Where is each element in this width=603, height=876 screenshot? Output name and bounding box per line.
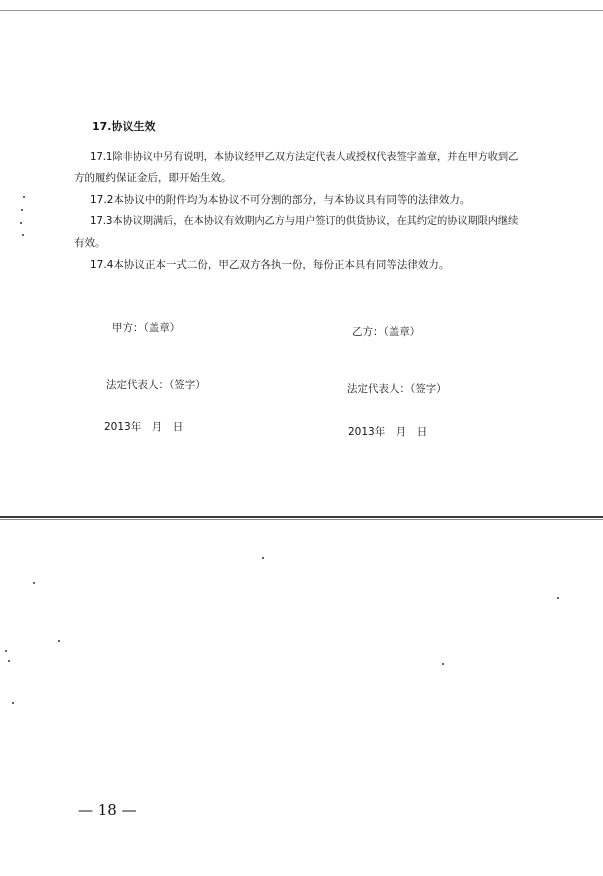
scan-speck xyxy=(8,660,10,662)
party-b-seal-label: 乙方：（盖章） xyxy=(352,326,421,338)
scan-speck xyxy=(557,597,559,599)
page-separator-line xyxy=(0,516,603,518)
scan-speck xyxy=(442,663,444,665)
clause-17-3-line-1: 17.3本协议期满后，在本协议有效期内乙方与用户签订的供货协议，在其约定的协议期限内继续 xyxy=(90,215,519,227)
top-scan-line xyxy=(0,10,603,11)
scan-speck xyxy=(5,650,7,652)
party-a-date: 2013年 月 日 xyxy=(104,421,184,433)
party-b-representative-label: 法定代表人：（签字） xyxy=(347,383,447,395)
clause-17-4: 17.4本协议正本一式二份，甲乙双方各执一份，每份正本具有同等法律效力。 xyxy=(90,259,450,271)
party-b-date: 2013年 月 日 xyxy=(348,426,428,438)
scan-speck xyxy=(21,209,23,211)
clause-17-1-line-1: 17.1除非协议中另有说明，本协议经甲乙双方法定代表人或授权代表签字盖章，并在甲方收到乙 xyxy=(90,151,519,163)
page-number: — 18 — xyxy=(78,801,137,819)
scan-speck xyxy=(262,557,264,559)
party-a-representative-label: 法定代表人：（签字） xyxy=(106,379,206,391)
scan-speck xyxy=(33,582,35,584)
scan-speck xyxy=(58,640,60,642)
scan-speck xyxy=(22,234,24,236)
scan-speck xyxy=(12,702,14,704)
page-separator-line-faint xyxy=(0,519,603,520)
scan-speck xyxy=(23,196,25,198)
section-heading: 17.协议生效 xyxy=(92,120,156,133)
clause-17-1-line-2: 方的履约保证金后，即开始生效。 xyxy=(74,172,232,184)
scan-speck xyxy=(20,222,22,224)
clause-17-3-line-2: 有效。 xyxy=(74,237,106,249)
party-a-seal-label: 甲方：（盖章） xyxy=(112,322,181,334)
clause-17-2: 17.2本协议中的附件均为本协议不可分割的部分，与本协议具有同等的法律效力。 xyxy=(90,194,471,206)
